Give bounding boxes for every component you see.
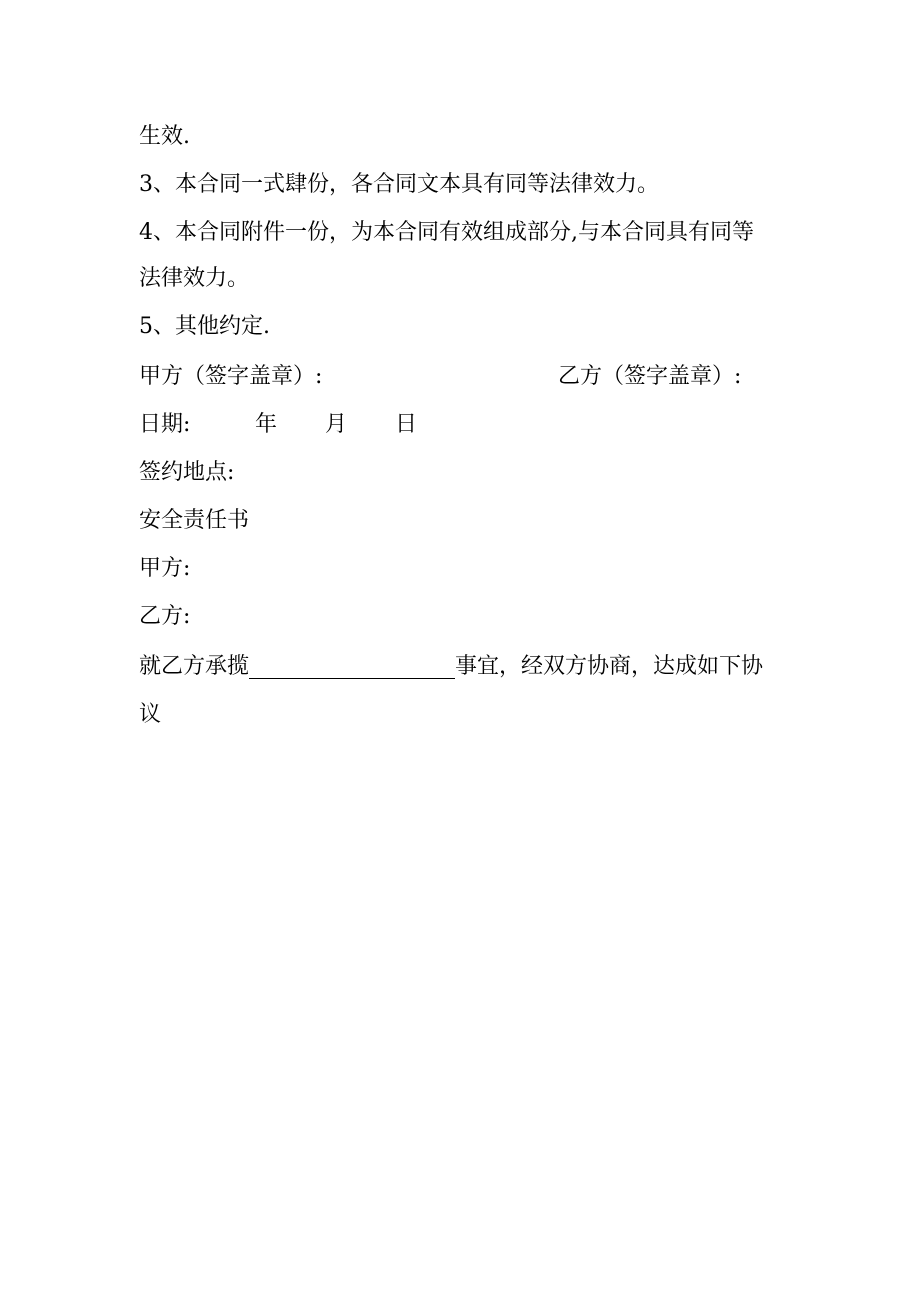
safety-party-a: 甲方:: [139, 556, 191, 581]
date-day-label: 日: [395, 412, 418, 437]
party-a-signature-label: 甲方（签字盖章）:: [139, 364, 323, 389]
safety-clause: [139, 653, 763, 681]
party-b-signature-label: 乙方（签字盖章）:: [558, 364, 742, 389]
text-line: 法律效力。: [139, 266, 250, 291]
text-line: 5、其他约定.: [139, 314, 270, 339]
safety-title: 安全责任书: [139, 508, 250, 533]
fill-in-blank-line: [249, 654, 455, 679]
clause-suffix: 事宜，经双方协商，达成如下协: [455, 654, 764, 679]
date-label: 日期:: [139, 412, 191, 437]
date-year-label: 年: [255, 412, 278, 437]
date-month-label: 月: [325, 412, 348, 437]
clause-prefix: 就乙方承揽: [139, 654, 250, 679]
text-line: 4、本合同附件一份，为本合同有效组成部分,与本合同具有同等: [139, 220, 754, 245]
safety-party-b: 乙方:: [139, 604, 191, 629]
signing-place-label: 签约地点:: [139, 460, 235, 485]
text-line: 生效.: [139, 124, 190, 149]
safety-clause-end: 议: [139, 702, 162, 727]
text-line: 3、本合同一式肆份，各合同文本具有同等法律效力。: [139, 172, 659, 197]
